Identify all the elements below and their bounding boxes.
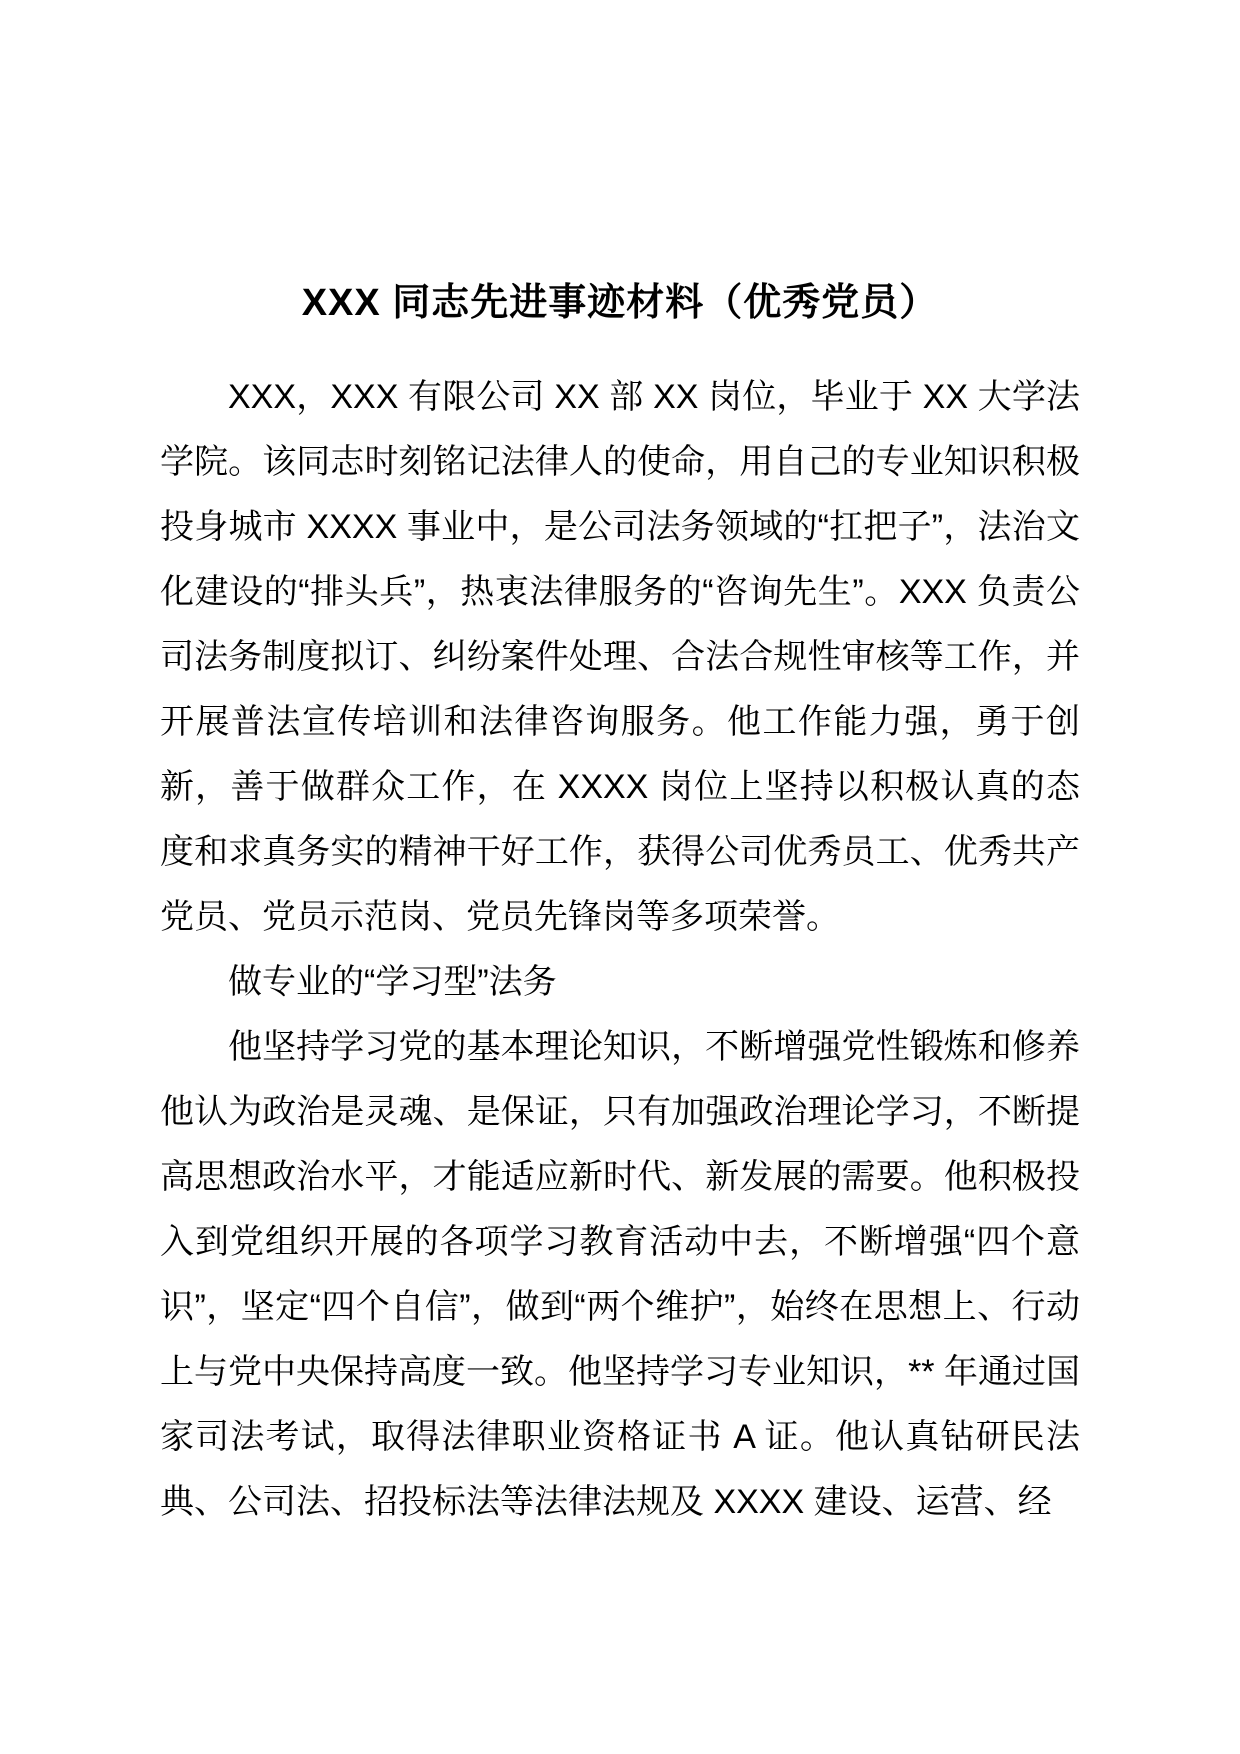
section-heading-professional-legal: 做专业的“学习型”法务 (228, 963, 557, 1001)
document-title: XXX 同志先进事迹材料（优秀党员） (301, 282, 939, 324)
paragraph-intro: XXX，XXX 有限公司 XX 部 XX 岗位，毕业于 XX 大学法学院。该同志时刻铭记法律人的使命，用自己的专业知识积极投身城市 XXXX 事业中，是公司法务领域的“扛把子”，法治文化建设的“排头兵”，热衷法律服务的“咨询先生”。XXX 负责公司法务制度拟订、纠纷案件处理、合法合规性审核等工作，并开展普法宣传培训和法律咨询服务。他工作能力强，勇于创新，善于做群众工作，在 XXXX 岗位上坚持以积极认真的态度和求真务实的精神干好工作，获得公司优秀员工、优秀共产党员、党员示范岗、党员先锋岗等多项荣誉。 (160, 378, 1080, 936)
paragraph-study-and-politics: 他坚持学习党的基本理论知识，不断增强党性锻炼和修养他认为政治是灵魂、是保证，只有加强政治理论学习，不断提高思想政治水平，才能适应新时代、新发展的需要。他积极投入到党组织开展的各项学习教育活动中去，不断增强“四个意识”，坚定“四个自信”，做到“两个维护”，始终在思想上、行动上与党中央保持高度一致。他坚持学习专业知识，** 年通过国家司法考试，取得法律职业资格证书 A 证。他认真钻研民法典、公司法、招投标法等法律法规及 XXXX 建设、运营、经 (160, 1028, 1080, 1521)
